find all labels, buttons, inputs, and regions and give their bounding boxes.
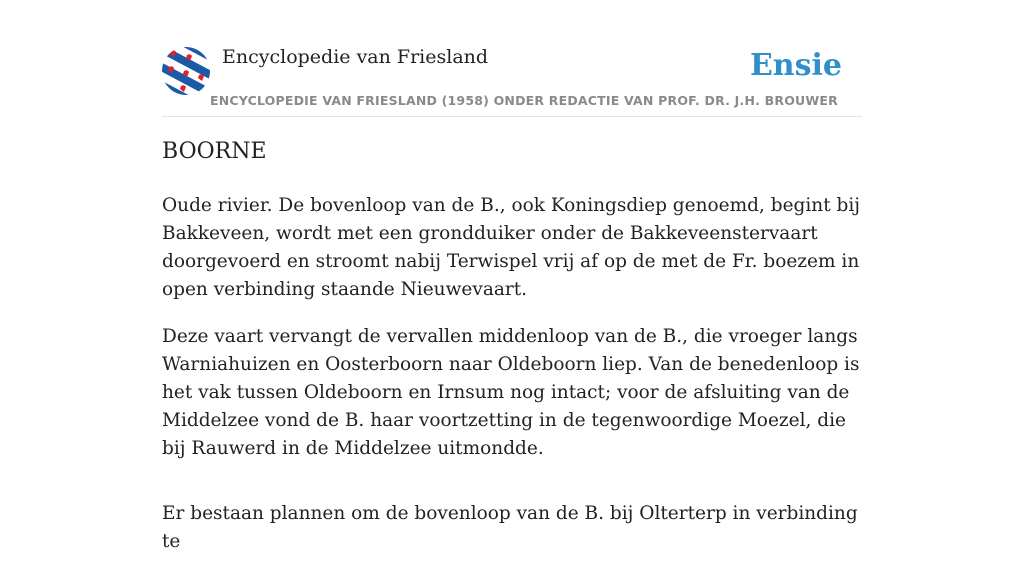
frisian-flag-icon[interactable] — [162, 47, 210, 95]
entry-title: BOORNE — [162, 139, 267, 164]
article-paragraph: Oude rivier. De bovenloop van de B., ook Koningsdiep genoemd, begint bij Bakkeveen, wordt met een grondduiker onder de Bakkeveenstervaart doorgevoerd en stroomt nabij Terwispel vrij af op de met de Fr. boezem in open verbinding staande Nieuwevaart. — [162, 195, 861, 300]
article-paragraph: Deze vaart vervangt de vervallen middenloop van de B., die vroeger langs Warniahuizen en Oosterboorn naar Oldeboorn liep. Van de benedenloop is het vak tussen Oldeboorn en Irnsum nog intact; voor de afsluiting van de Middelzee vond de B. haar voortzetting in de tegenwoordige Moezel, die bij Rauwerd in de Middelzee uitmondde. — [162, 326, 860, 459]
article-paragraph: Er bestaan plannen om de bovenloop van de B. bij Olterterp in verbinding te — [162, 503, 858, 552]
header — [162, 40, 862, 117]
site-subtitle: ENCYCLOPEDIE VAN FRIESLAND (1958) ONDER REDACTIE VAN PROF. DR. J.H. BROUWER — [210, 93, 838, 108]
ensie-brand-link[interactable]: Ensie — [749, 48, 842, 83]
site-title[interactable]: Encyclopedie van Friesland — [222, 46, 489, 68]
article-body — [162, 192, 862, 575]
logo-svg — [162, 47, 210, 95]
